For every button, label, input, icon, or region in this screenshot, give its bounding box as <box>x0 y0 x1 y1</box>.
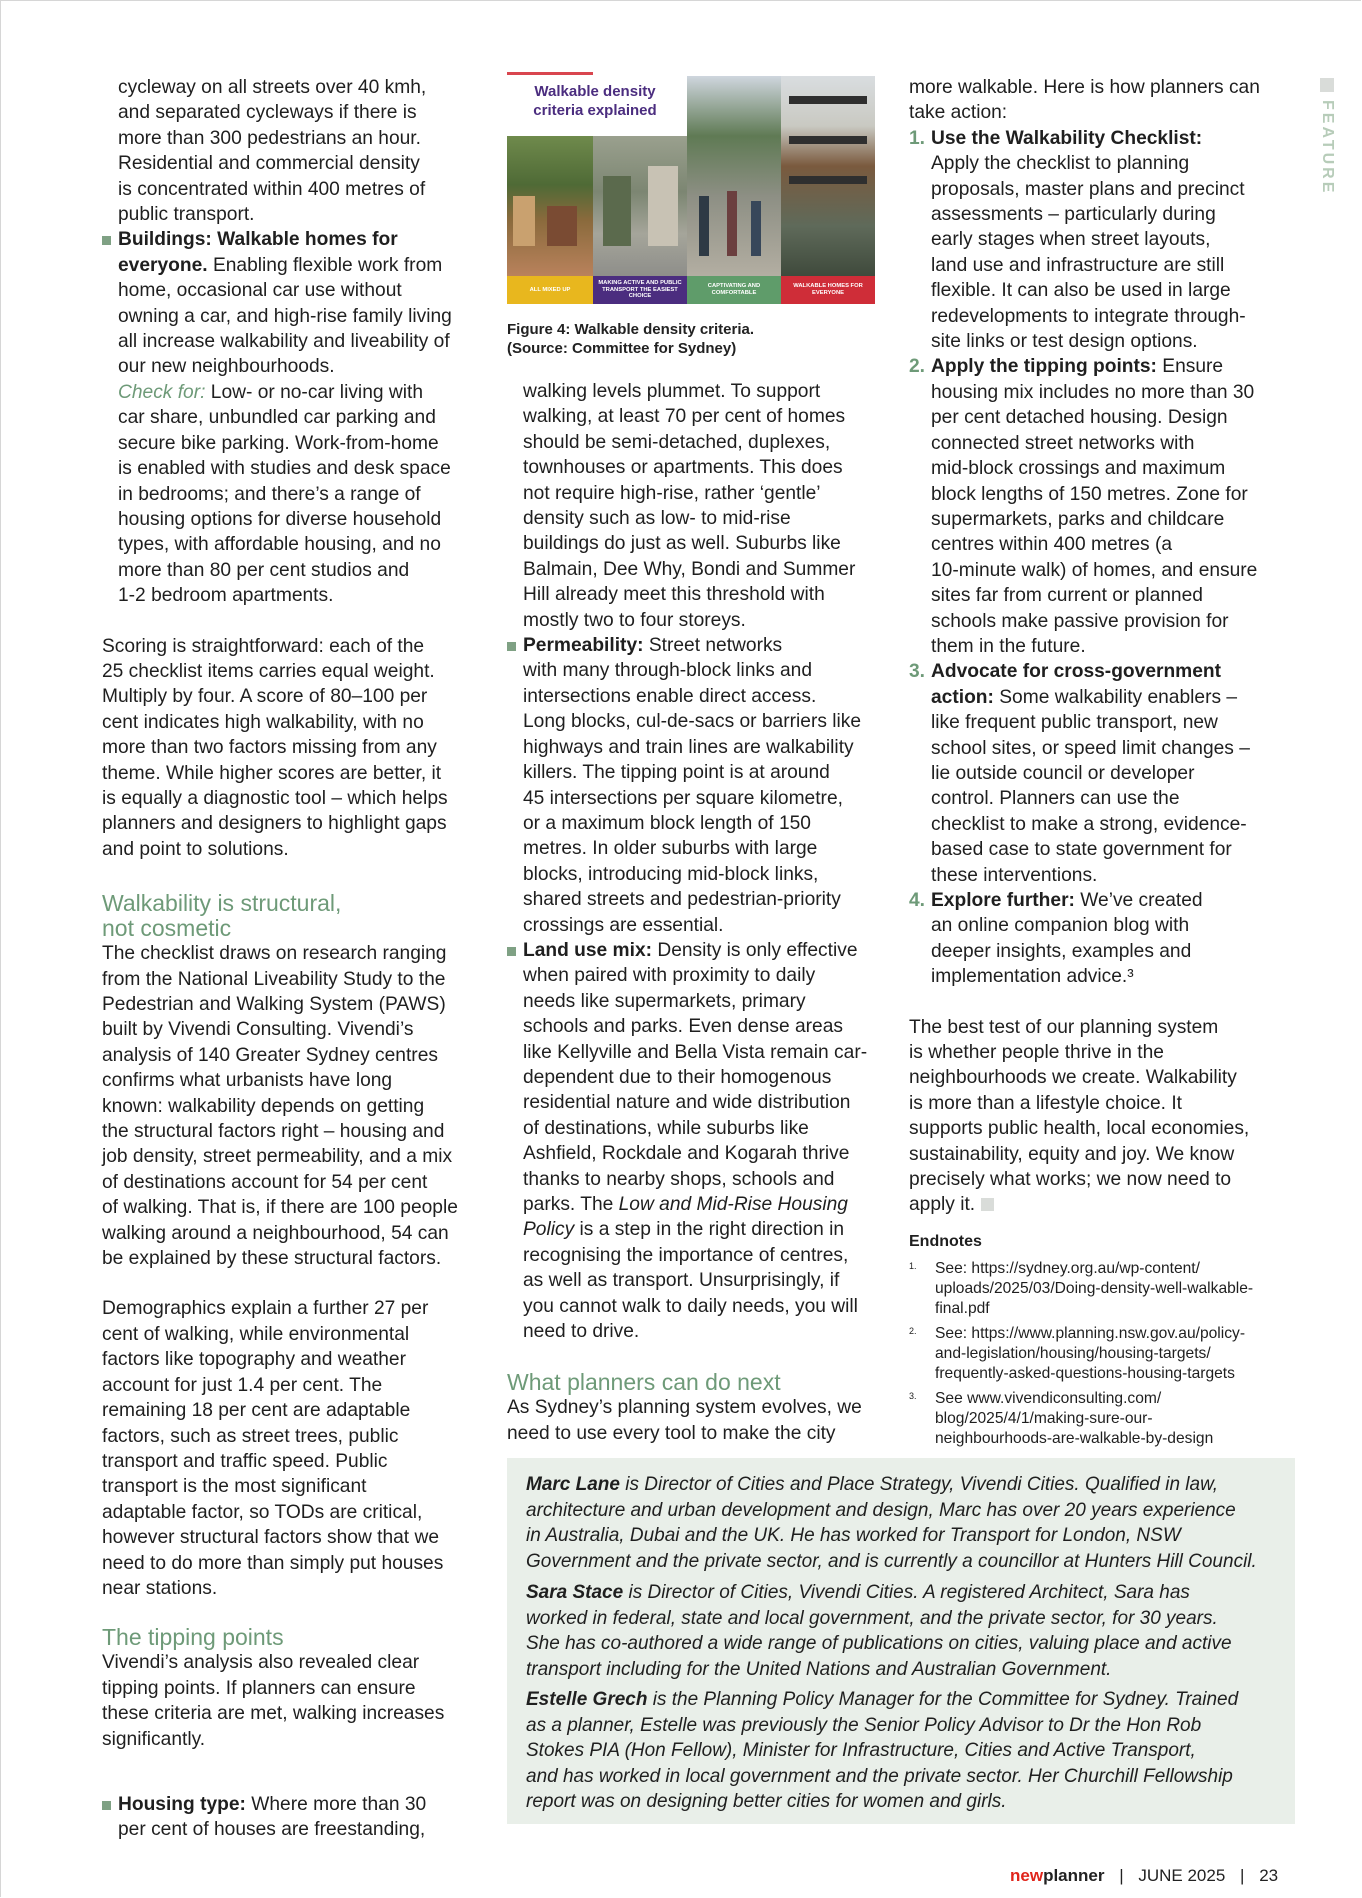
demographics-paragraph <box>102 1296 482 1601</box>
endnote <box>909 1389 1289 1449</box>
text-line: an online companion blog with <box>931 915 1190 937</box>
text-line: from the National Liveability Study to the <box>102 968 446 990</box>
text-line: report was on designing better cities for women and girls. <box>526 1791 1007 1812</box>
bullet-label: Land use mix: <box>523 939 653 961</box>
text-line: intersections enable direct access. <box>523 685 817 707</box>
closing-paragraph <box>909 1015 1289 1218</box>
text-line: of destinations account for 54 per cent <box>102 1171 428 1193</box>
bullet-label: Buildings: Walkable homes for <box>118 229 398 251</box>
endnote <box>909 1324 1289 1384</box>
figure-panel-1 <box>507 136 593 304</box>
heading-what-planners-can-do: What planners can do next <box>507 1369 781 1396</box>
text-line: block lengths of 150 metres. Zone for <box>931 483 1248 505</box>
action-number: 2. <box>909 356 926 378</box>
text-line: density such as low- to mid-rise <box>523 508 791 530</box>
text-line: transport is the most significant <box>102 1476 367 1498</box>
text-line: schools make passive provision for <box>931 610 1229 632</box>
figure-band-label: CAPTIVATING AND COMFORTABLE <box>687 276 781 304</box>
column-2 <box>507 379 887 1446</box>
text-line: tipping points. If planners can ensure <box>102 1677 416 1699</box>
text-line: near stations. <box>102 1577 218 1599</box>
footer-separator: | <box>1119 1866 1124 1885</box>
text-line: proposals, master plans and precinct <box>931 178 1245 200</box>
text-line: lie outside council or developer <box>931 762 1195 784</box>
endnote-line[interactable]: neighbourhoods-are-walkable-by-design <box>935 1430 1214 1447</box>
text-line: as a planner, Estelle was previously the Senior Policy Advisor to Dr the Hon Rob <box>526 1714 1202 1736</box>
text-line: adaptable factor, so TODs are critical, <box>102 1501 423 1523</box>
text-line: car share, unbundled car parking and <box>118 407 436 429</box>
text-line: 10-minute walk) of homes, and ensure <box>931 559 1258 581</box>
text-line: cent of walking, while environmental <box>102 1323 410 1345</box>
text-line: Apply the checklist to planning <box>931 153 1190 175</box>
text-span: Ensure <box>1156 356 1224 378</box>
tipping-paragraph <box>102 1650 482 1752</box>
text-span: Where more than 30 <box>245 1793 427 1815</box>
action-label: Use the Walkability Checklist: <box>931 127 1203 149</box>
text-line: per cent of houses are freestanding, <box>118 1819 426 1841</box>
action-label: Explore further: <box>931 890 1075 911</box>
text-span: Density is only effective <box>652 939 858 961</box>
text-line: crossings are essential. <box>523 914 724 936</box>
text-line: The checklist draws on research ranging <box>102 943 447 965</box>
text-line: highways and train lines are walkability <box>523 736 854 758</box>
text-line: Long blocks, cul-de-sacs or barriers like <box>523 711 862 733</box>
text-line: need to drive. <box>523 1321 640 1343</box>
text-line: early stages when street layouts, <box>931 229 1211 251</box>
text-line: Stokes PIA (Hon Fellow), Minister for Infrastructure, Cities and Active Transport, <box>526 1740 1196 1761</box>
text-line: confirms what urbanists have long <box>102 1070 393 1092</box>
text-line: Scoring is straightforward: each of the <box>102 635 425 657</box>
text-line: transport and traffic speed. Public <box>102 1450 388 1472</box>
endnote-line[interactable]: uploads/2025/03/Doing-density-well-walkable- <box>935 1280 1254 1297</box>
column-1 <box>102 75 482 1843</box>
text-line: cycleway on all streets over 40 kmh, <box>118 77 427 98</box>
text-line: housing options for diverse household <box>118 508 442 530</box>
text-line: worked in federal, state and local government, and the private sector, for 30 years. <box>526 1607 1218 1629</box>
figure-panel-4 <box>781 76 875 304</box>
text-span: is Director of Cities and Place Strategy, Vivendi Cities. Qualified in law, <box>619 1474 1219 1495</box>
bio-marc-lane <box>526 1472 1284 1574</box>
text-line: job density, street permeability, and a mix <box>102 1146 453 1168</box>
endnote-line[interactable]: See: https://www.planning.nsw.gov.au/policy- <box>935 1325 1246 1342</box>
action-item <box>909 888 1289 990</box>
text-line: mid-block crossings and maximum <box>931 458 1226 480</box>
text-line: school sites, or speed limit changes – <box>931 737 1250 759</box>
text-line: walking, at least 70 per cent of homes <box>523 406 846 428</box>
bullet-housing-type <box>102 1792 482 1843</box>
section-label: FEATURE <box>1319 100 1336 196</box>
text-line: is enabled with studies and desk space <box>118 458 451 480</box>
text-line: site links or test design options. <box>931 331 1198 353</box>
text-line: killers. The tipping point is at around <box>523 762 830 784</box>
text-line: factors like topography and weather <box>102 1349 406 1371</box>
text-line: schools and parks. Even dense areas <box>523 1016 843 1038</box>
bullet-label: Permeability: <box>523 635 644 657</box>
text-line: assessments – particularly during <box>931 204 1216 226</box>
text-line: home, occasional car use without <box>118 280 402 302</box>
text-line: checklist to make a strong, evidence- <box>931 813 1247 835</box>
text-line: is concentrated within 400 metres of <box>118 178 426 200</box>
text-line: take action: <box>909 102 1008 124</box>
text-line: built by Vivendi Consulting. Vivendi’s <box>102 1019 414 1041</box>
bullet-land-use-mix <box>507 938 887 1345</box>
text-line: theme. While higher scores are better, it <box>102 762 442 784</box>
text-line: is more than a lifestyle choice. It <box>909 1092 1183 1114</box>
text-line: precisely what works; we now need to <box>909 1169 1232 1191</box>
text-line: The best test of our planning system <box>909 1016 1219 1038</box>
scoring-paragraph <box>102 634 482 863</box>
policy-title: Policy <box>523 1219 575 1241</box>
text-span: Some walkability enablers – <box>993 686 1238 708</box>
action-item <box>909 126 1289 355</box>
text-line: is equally a diagnostic tool – which helps <box>102 787 448 809</box>
text-line: or a maximum block length of 150 <box>523 812 811 834</box>
text-line: significantly. <box>102 1728 206 1750</box>
text-line: land use and infrastructure are still <box>931 254 1225 276</box>
text-line: housing mix includes no more than 30 <box>931 381 1255 403</box>
action-item <box>909 659 1289 888</box>
text-line: when paired with proximity to daily <box>523 965 816 987</box>
text-line: planners and designers to highlight gaps <box>102 813 447 835</box>
brand-planner: planner <box>1043 1866 1105 1885</box>
action-number: 4. <box>909 890 926 911</box>
bio-sara-stace <box>526 1580 1284 1682</box>
cycleway-continuation <box>102 75 482 227</box>
text-line: control. Planners can use the <box>931 788 1180 810</box>
text-line: shared streets and pedestrian-priority <box>523 889 841 911</box>
text-line: account for just 1.4 per cent. The <box>102 1374 383 1396</box>
text-span: is a step in the right direction in <box>574 1219 845 1241</box>
figure-panel-2 <box>593 136 687 304</box>
policy-title: Low and Mid-Rise Housing <box>618 1194 848 1215</box>
text-line: known: walkability depends on getting <box>102 1095 425 1117</box>
text-line: types, with affordable housing, and no <box>118 534 441 556</box>
text-span: is Director of Cities, Vivendi Cities. A registered Architect, Sara has <box>623 1582 1190 1603</box>
text-line: owning a car, and high-rise family living <box>118 305 452 327</box>
endnote-number: 1. <box>909 1261 917 1271</box>
text-span: Low- or no-car living with <box>205 381 423 403</box>
text-line: supermarkets, parks and childcare <box>931 508 1225 530</box>
text-span: parks. The <box>523 1194 619 1215</box>
figure-accent-bar <box>507 72 593 75</box>
building-photo <box>781 76 875 276</box>
endnote-line[interactable]: See: https://sydney.org.au/wp-content/ <box>935 1260 1200 1277</box>
author-bios <box>507 1458 1295 1824</box>
text-line: centres within 400 metres (a <box>931 534 1173 556</box>
figure-title: Walkable density criteria explained <box>533 83 657 119</box>
text-line: them in the future. <box>931 635 1086 657</box>
text-line: these interventions. <box>931 864 1098 886</box>
text-line: and separated cycleways if there is <box>118 102 417 124</box>
street-photo <box>507 136 593 276</box>
text-line: per cent detached housing. Design <box>931 407 1228 429</box>
text-line: based case to state government for <box>931 839 1232 861</box>
text-line: in Australia, Dubai and the UK. He has worked for Transport for London, NSW <box>526 1525 1181 1546</box>
text-line: of walking. That is, if there are 100 people <box>102 1197 458 1219</box>
text-line: factors, such as street trees, public <box>102 1425 399 1447</box>
text-line: Government and the private sector, and is currently a councillor at Hunters Hill Council. <box>526 1550 1257 1572</box>
endnote <box>909 1259 1289 1319</box>
figure-walkable-density <box>507 72 875 304</box>
end-mark-icon <box>981 1198 994 1211</box>
figure-band-label: MAKING ACTIVE AND PUBLIC TRANSPORT THE EASIEST CHOICE <box>593 276 687 304</box>
text-line: 45 intersections per square kilometre, <box>523 787 843 809</box>
text-line: redevelopments to integrate through- <box>931 305 1246 327</box>
text-line: as well as transport. Unsurprisingly, if <box>523 1270 840 1292</box>
brand-new: new <box>1010 1866 1044 1885</box>
text-line: thanks to nearby shops, schools and <box>523 1168 835 1190</box>
text-line: connected street networks with <box>931 432 1195 454</box>
endnote-line[interactable]: See www.vivendiconsulting.com/ <box>935 1390 1162 1407</box>
text-line: public transport. <box>118 204 255 226</box>
text-line: implementation advice.³ <box>931 966 1134 988</box>
text-line: buildings do just as well. Suburbs like <box>523 533 841 555</box>
bullet-buildings <box>102 227 482 608</box>
page-number: 23 <box>1259 1866 1279 1885</box>
text-line: and point to solutions. <box>102 838 289 860</box>
text-line: needs like supermarkets, primary <box>523 990 806 1012</box>
text-line: you cannot walk to daily needs, you will <box>523 1295 858 1317</box>
page-footer <box>1010 1866 1278 1886</box>
text-line: like frequent public transport, new <box>931 712 1218 734</box>
endnote-line[interactable]: and-legislation/housing/housing-targets/ <box>935 1345 1211 1362</box>
text-line: cent indicates high walkability, with no <box>102 711 424 733</box>
text-line: 25 checklist items carries equal weight. <box>102 660 435 682</box>
author-name: Sara Stace <box>526 1582 624 1603</box>
endnote-line[interactable]: final.pdf <box>935 1300 990 1317</box>
text-span: Enabling flexible work from <box>207 254 443 276</box>
text-line: of destinations, while suburbs like <box>523 1117 809 1139</box>
text-line: walking levels plummet. To support <box>523 381 821 402</box>
text-line: townhouses or apartments. This does <box>523 457 843 479</box>
text-line: all increase walkability and liveability of <box>118 331 450 353</box>
text-line: blocks, introducing mid-block links, <box>523 863 819 885</box>
text-line: with many through-block links and <box>523 660 813 682</box>
text-line: 1-2 bedroom apartments. <box>118 585 334 607</box>
column-3 <box>909 75 1289 1218</box>
endnote-line[interactable]: blog/2025/4/1/making-sure-our- <box>935 1410 1153 1427</box>
figure-panel-3 <box>687 76 781 304</box>
text-line: more walkable. Here is how planners can <box>909 77 1260 98</box>
text-line: is whether people thrive in the <box>909 1042 1164 1064</box>
text-line: She has co-authored a wide range of publications on cities, valuing place and active <box>526 1633 1232 1654</box>
text-line: Multiply by four. A score of 80–100 per <box>102 686 428 708</box>
text-line: deeper insights, examples and <box>931 940 1192 962</box>
text-span: We’ve created <box>1074 890 1203 911</box>
bullet-label: Housing type: <box>118 1793 246 1815</box>
text-span: is the Planning Policy Manager for the Committee for Sydney. Trained <box>647 1689 1239 1710</box>
action-label: Advocate for cross-government <box>931 661 1222 683</box>
bullet-permeability <box>507 633 887 938</box>
street-photo <box>687 76 781 276</box>
street-photo <box>593 136 687 276</box>
text-line: more than two factors missing from any <box>102 737 437 759</box>
check-for-label: Check for: <box>118 381 206 403</box>
text-line: however structural factors show that we <box>102 1527 439 1549</box>
actions-list <box>909 126 1289 990</box>
bio-estelle-grech <box>526 1687 1284 1815</box>
author-name: Marc Lane <box>526 1474 620 1495</box>
text-span: apply it. <box>909 1194 976 1216</box>
action-item <box>909 354 1289 659</box>
structural-paragraph <box>102 941 482 1271</box>
text-line: remaining 18 per cent are adaptable <box>102 1400 411 1422</box>
text-line: in bedrooms; and there’s a range of <box>118 483 421 505</box>
text-line: dependent due to their homogenous <box>523 1066 832 1088</box>
text-line: Vivendi’s analysis also revealed clear <box>102 1652 420 1674</box>
text-line: these criteria are met, walking increases <box>102 1703 445 1725</box>
text-line: need to do more than simply put houses <box>102 1552 444 1574</box>
text-line: analysis of 140 Greater Sydney centres <box>102 1044 438 1066</box>
text-line: mostly two to four storeys. <box>523 609 746 631</box>
text-line: architecture and urban development and design, Marc has over 20 years experience <box>526 1499 1236 1521</box>
text-line: more than 300 pedestrians an hour. <box>118 127 421 149</box>
text-line: metres. In older suburbs with large <box>523 838 818 860</box>
text-span: Street networks <box>643 635 783 657</box>
action-number: 1. <box>909 127 926 149</box>
text-line: need to use every tool to make the city <box>507 1422 836 1444</box>
heading-structural: Walkability is structural, not cosmetic <box>102 890 342 942</box>
action-number: 3. <box>909 661 926 683</box>
text-line: As Sydney’s planning system evolves, we <box>507 1397 862 1419</box>
text-line: and has worked in local government and the private sector. Her Churchill Fellowship <box>526 1765 1233 1787</box>
text-line: our new neighbourhoods. <box>118 356 335 378</box>
text-line: be explained by these structural factors. <box>102 1248 442 1270</box>
text-line: Demographics explain a further 27 per <box>102 1298 429 1320</box>
endnotes <box>909 1232 1289 1454</box>
figure-band-label: ALL MIXED UP <box>507 276 593 304</box>
text-line: flexible. It can also be used in large <box>931 280 1231 302</box>
text-line: Pedestrian and Walking System (PAWS) <box>102 994 446 1015</box>
text-line: Residential and commercial density <box>118 153 420 175</box>
text-line: residential nature and wide distribution <box>523 1092 851 1114</box>
text-line: walking around a neighbourhood, 54 can <box>102 1222 449 1244</box>
text-line: Hill already meet this threshold with <box>523 584 825 606</box>
text-line: secure bike parking. Work-from-home <box>118 432 439 454</box>
text-line: not require high-rise, rather ‘gentle’ <box>523 482 821 504</box>
endnote-number: 3. <box>909 1391 917 1401</box>
text-line: recognising the importance of centres, <box>523 1244 849 1266</box>
text-line: like Kellyville and Bella Vista remain car- <box>523 1041 868 1063</box>
housing-type-continuation <box>507 379 887 633</box>
action-label: action: <box>931 686 994 708</box>
heading-tipping-points: The tipping points <box>102 1624 284 1651</box>
text-line: neighbourhoods we create. Walkability <box>909 1067 1237 1089</box>
endnotes-title: Endnotes <box>909 1233 982 1250</box>
figure-caption: Figure 4: Walkable density criteria. (Source: Committee for Sydney) <box>507 321 755 357</box>
endnote-number: 2. <box>909 1326 917 1336</box>
text-line: sites far from current or planned <box>931 585 1203 607</box>
endnote-line[interactable]: frequently-asked-questions-housing-targets <box>935 1365 1235 1382</box>
author-name: Estelle Grech <box>526 1689 648 1710</box>
text-line: supports public health, local economies, <box>909 1118 1250 1140</box>
side-square-icon <box>1320 78 1334 92</box>
text-line: more than 80 per cent studios and <box>118 559 410 581</box>
issue-date: JUNE 2025 <box>1138 1866 1226 1885</box>
text-line: sustainability, equity and joy. We know <box>909 1143 1235 1165</box>
figure-band-label: WALKABLE HOMES FOR EVERYONE <box>781 276 875 304</box>
footer-separator: | <box>1240 1866 1245 1885</box>
text-line: Balmain, Dee Why, Bondi and Summer <box>523 558 856 580</box>
text-line: the structural factors right – housing and <box>102 1121 445 1143</box>
text-line: should be semi-detached, duplexes, <box>523 431 831 453</box>
text-line: Ashfield, Rockdale and Kogarah thrive <box>523 1143 850 1165</box>
bullet-label: everyone. <box>118 254 208 276</box>
action-label: Apply the tipping points: <box>931 356 1157 378</box>
text-line: transport including for the United Nations and Australian Government. <box>526 1658 1112 1680</box>
